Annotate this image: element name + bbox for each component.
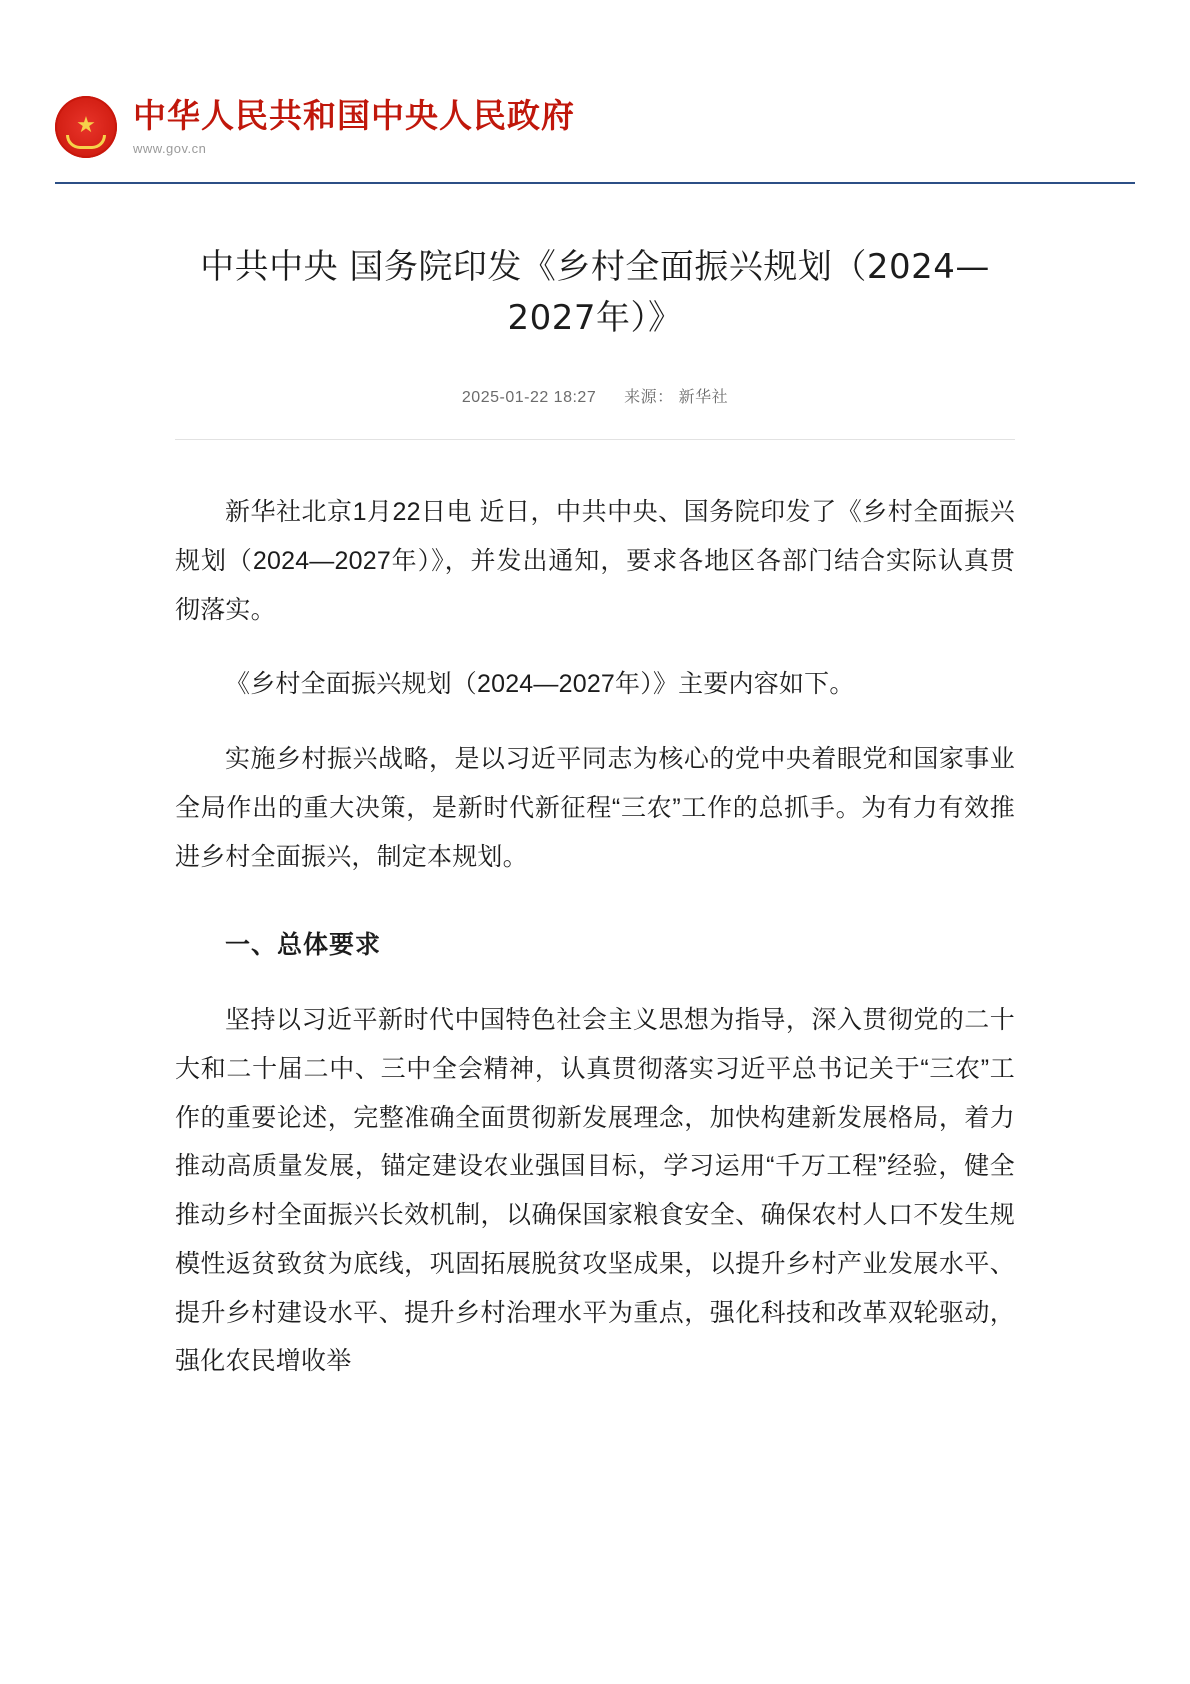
paragraph: 实施乡村振兴战略，是以习近平同志为核心的党中央着眼党和国家事业全局作出的重大决策，是新时代新征程“三农”工作的总抓手。为有力有效推进乡村全面振兴，制定本规划。 [175, 745, 1015, 871]
paragraph: 新华社北京1月22日电 近日，中共中央、国务院印发了《乡村全面振兴规划（2024—2027年）》，并发出通知，要求各地区各部门结合实际认真贯彻落实。 [175, 498, 1015, 624]
page-title: 中共中央 国务院印发《乡村全面振兴规划（2024—2027年）》 [200, 247, 990, 338]
source-label: 来源： [624, 389, 674, 406]
masthead-text-block [133, 95, 575, 157]
emblem-wheat-arc [66, 135, 106, 149]
site-url: www.gov.cn [133, 141, 207, 157]
section-heading: 一、总体要求 [225, 931, 382, 960]
star-glyph: ★ [76, 111, 96, 137]
site-title: 中华人民共和国中央人民政府 [133, 95, 575, 135]
publish-date: 2025-01-22 18:27 [461, 389, 597, 406]
paragraph: 《乡村全面振兴规划（2024—2027年）》主要内容如下。 [225, 670, 855, 699]
site-masthead [0, 0, 1190, 166]
article-body [175, 440, 1015, 1386]
article-container [175, 184, 1015, 1386]
paragraph: 坚持以习近平新时代中国特色社会主义思想为指导，深入贯彻党的二十大和二十届二中、三中全会精神，认真贯彻落实习近平总书记关于“三农”工作的重要论述，完整准确全面贯彻新发展理念，加快构建新发展格局，着力推动高质量发展，锚定建设农业强国目标，学习运用“千万工程”经验，健全推动乡村全面振兴长效机制，以确保国家粮食安全、确保农村人口不发生规模性返贫致贫为底线，巩固拓展脱贫攻坚成果，以提升乡村产业发展水平、提升乡村建设水平、提升乡村治理水平为重点，强化科技和改革双轮驱动，强化农民增收举 [175, 1006, 1015, 1376]
national-emblem-icon [55, 96, 117, 158]
article-meta [175, 384, 1015, 407]
source-name: 新华社 [678, 389, 729, 406]
